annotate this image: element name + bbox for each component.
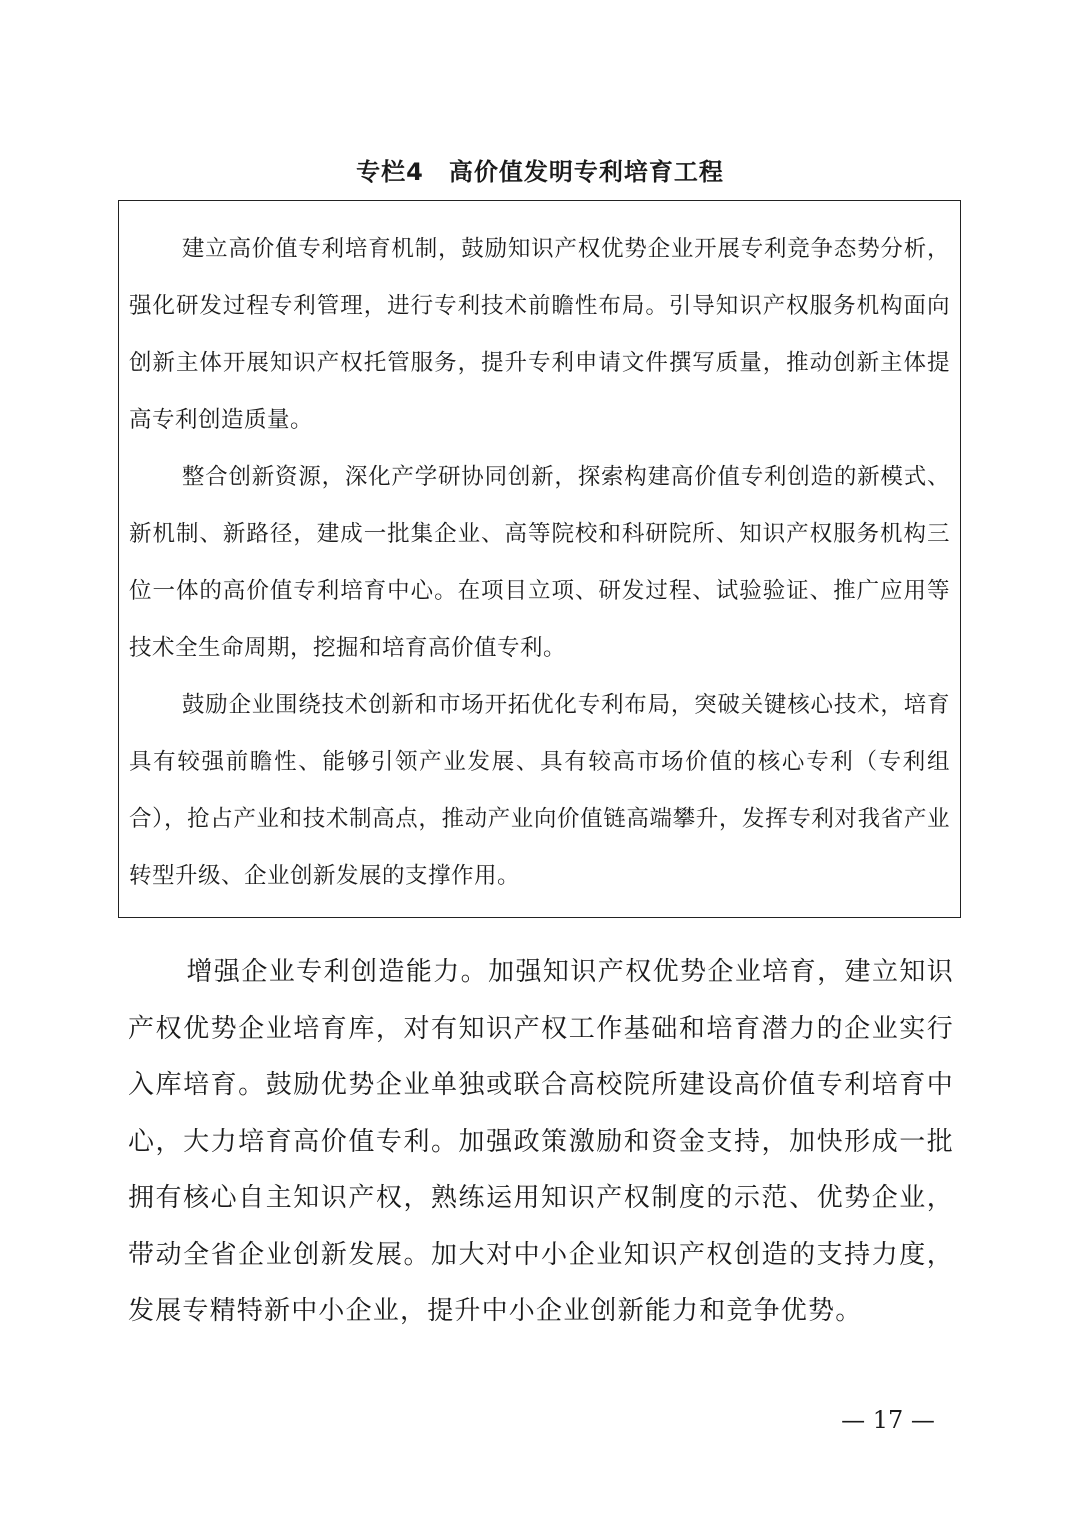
body-text xyxy=(128,944,954,1340)
box-paragraph: 整合创新资源，深化产学研协同创新，探索构建高价值专利创造的新模式、新机制、新路径，建成一批集企业、高等院校和科研院所、知识产权服务机构三位一体的高价值专利培育中心。在项目立项、研发过程、试验验证、推广应用等技术全生命周期，挖掘和培育高价值专利。 xyxy=(129,464,950,661)
box-paragraph: 建立高价值专利培育机制，鼓励知识产权优势企业开展专利竞争态势分析，强化研发过程专利管理，进行专利技术前瞻性布局。引导知识产权服务机构面向创新主体开展知识产权托管服务，提升专利申请文件撰写质量，推动创新主体提高专利创造质量。 xyxy=(129,236,950,433)
body-paragraph: 增强企业专利创造能力。加强知识产权优势企业培育，建立知识产权优势企业培育库，对有知识产权工作基础和培育潜力的企业实行入库培育。鼓励优势企业单独或联合高校院所建设高价值专利培育中心，大力培育高价值专利。加强政策激励和资金支持，加快形成一批拥有核心自主知识产权，熟练运用知识产权制度的示范、优势企业，带动全省企业创新发展。加大对中小企业知识产权创造的支持力度，发展专精特新中小企业，提升中小企业创新能力和竞争优势。 xyxy=(128,957,954,1326)
column-box xyxy=(118,200,961,918)
column-box-title: 专栏4 高价值发明专利培育工程 xyxy=(356,158,724,186)
box-paragraph: 鼓励企业围绕技术创新和市场开拓优化专利布局，突破关键核心技术，培育具有较强前瞻性、能够引领产业发展、具有较高市场价值的核心专利（专利组合），抢占产业和技术制高点，推动产业向价值链高端攀升，发挥专利对我省产业转型升级、企业创新发展的支撑作用。 xyxy=(129,692,950,889)
page-number: — 17 — xyxy=(841,1406,935,1434)
